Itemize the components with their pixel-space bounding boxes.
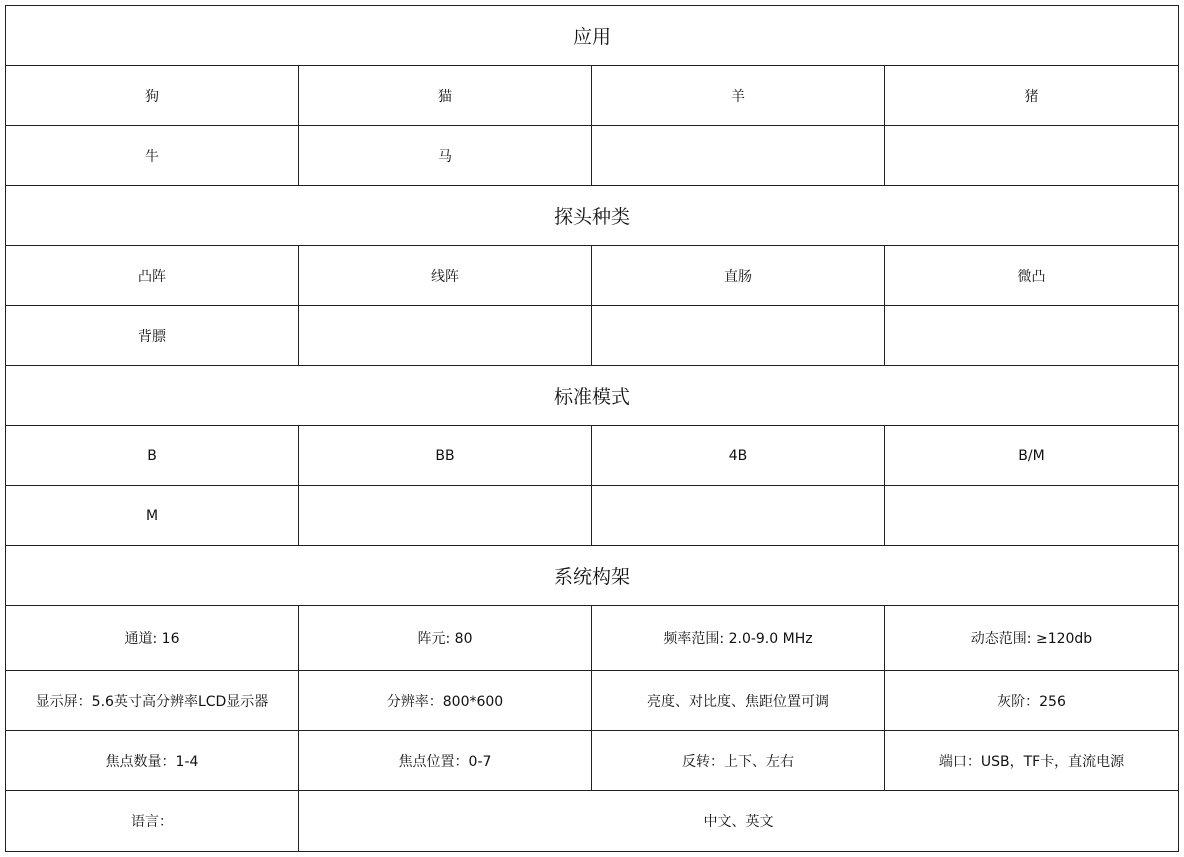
table-cell: BB — [299, 426, 592, 486]
table-cell: 直肠 — [592, 246, 885, 306]
table-cell — [592, 126, 885, 186]
table-cell: 羊 — [592, 66, 885, 126]
table-row — [6, 486, 1179, 546]
section-header-row — [6, 6, 1179, 66]
probe-types-section-title: 探头种类 — [6, 186, 1179, 246]
table-cell: 牛 — [6, 126, 299, 186]
table-row — [6, 791, 1179, 852]
application-section-title: 应用 — [6, 6, 1179, 66]
spec-table — [5, 5, 1179, 852]
table-cell: 焦点数量：1-4 — [6, 731, 299, 791]
language-label: 语言： — [6, 791, 299, 852]
table-cell — [885, 486, 1179, 546]
section-header-row — [6, 186, 1179, 246]
table-cell: 频率范围: 2.0-9.0 MHz — [592, 606, 885, 671]
table-cell: 4B — [592, 426, 885, 486]
table-cell: 阵元: 80 — [299, 606, 592, 671]
table-row — [6, 126, 1179, 186]
table-row — [6, 606, 1179, 671]
table-cell: 分辨率：800*600 — [299, 671, 592, 731]
table-cell: 猪 — [885, 66, 1179, 126]
table-cell: B — [6, 426, 299, 486]
table-cell: 显示屏：5.6英寸高分辨率LCD显示器 — [6, 671, 299, 731]
section-header-row — [6, 546, 1179, 606]
table-cell: B/M — [885, 426, 1179, 486]
table-row — [6, 246, 1179, 306]
table-cell: 动态范围: ≥120db — [885, 606, 1179, 671]
table-cell — [299, 486, 592, 546]
table-cell: 马 — [299, 126, 592, 186]
table-cell: 灰阶：256 — [885, 671, 1179, 731]
table-cell: 焦点位置：0-7 — [299, 731, 592, 791]
table-cell — [299, 306, 592, 366]
system-section-title: 系统构架 — [6, 546, 1179, 606]
table-cell — [592, 486, 885, 546]
table-row — [6, 306, 1179, 366]
table-cell: 狗 — [6, 66, 299, 126]
table-cell: 亮度、对比度、焦距位置可调 — [592, 671, 885, 731]
table-cell: 猫 — [299, 66, 592, 126]
table-cell: 线阵 — [299, 246, 592, 306]
table-row — [6, 426, 1179, 486]
table-row — [6, 66, 1179, 126]
table-row — [6, 671, 1179, 731]
standard-modes-section-title: 标准模式 — [6, 366, 1179, 426]
table-row — [6, 731, 1179, 791]
table-cell — [885, 306, 1179, 366]
language-value: 中文、英文 — [299, 791, 1179, 852]
table-cell: 背膘 — [6, 306, 299, 366]
table-cell: 反转：上下、左右 — [592, 731, 885, 791]
section-header-row — [6, 366, 1179, 426]
table-cell: 通道: 16 — [6, 606, 299, 671]
table-cell — [592, 306, 885, 366]
table-cell: 凸阵 — [6, 246, 299, 306]
table-cell — [885, 126, 1179, 186]
table-cell: 微凸 — [885, 246, 1179, 306]
table-cell: 端口：USB，TF卡，直流电源 — [885, 731, 1179, 791]
table-cell: M — [6, 486, 299, 546]
